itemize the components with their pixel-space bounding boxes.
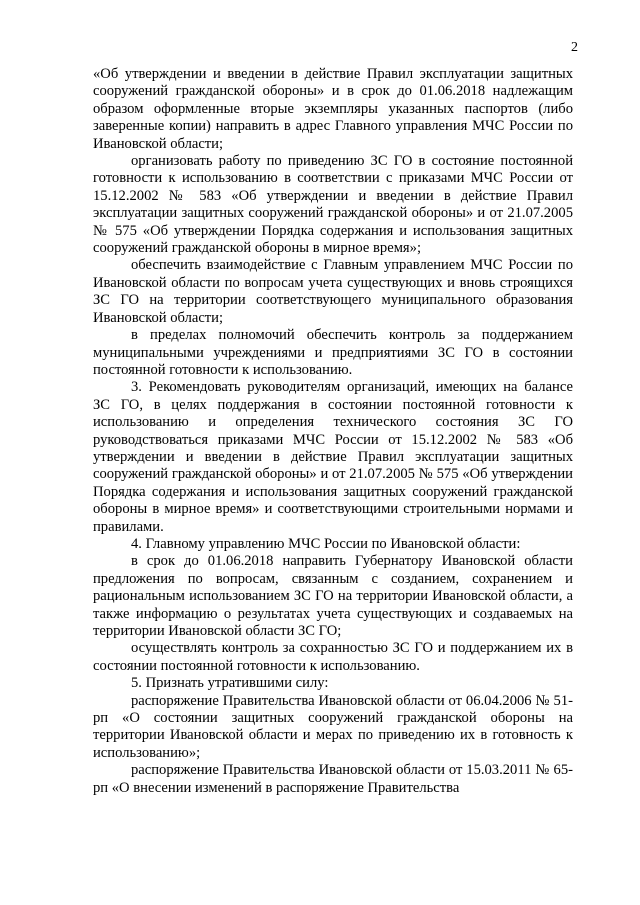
paragraph-ensure-interaction: обеспечить взаимодействие с Главным управлением МЧС России по Ивановской области по вопросам учета существующих и вновь строящихся ЗС ГО на территории соответствующего муниципального образования Ивановской области; bbox=[93, 257, 573, 326]
document-body bbox=[93, 66, 573, 797]
page-number: 2 bbox=[571, 40, 578, 55]
paragraph-send-proposals: в срок до 01.06.2018 направить Губернатору Ивановской области предложения по вопросам, связанным с созданием, сохранением и рациональным использованием ЗС ГО на территории Ивановской области, а также информацию о результатах учета существующих и создаваемых на территории Ивановской области ЗС ГО; bbox=[93, 553, 573, 639]
paragraph-passports-continuation: «Об утверждении и введении в действие Правил эксплуатации защитных сооружений гражданской обороны» и в срок до 01.06.2018 надлежащим образом оформленные вторые экземпляры указанных паспортов (либо заверенные копии) направить в адрес Главного управления МЧС России по Ивановской области; bbox=[93, 66, 573, 152]
paragraph-item-5-heading: 5. Признать утратившими силу: bbox=[131, 675, 329, 692]
paragraph-repeal-order-65: распоряжение Правительства Ивановской области от 15.03.2011 № 65-рп «О внесении изменений в распоряжение Правительства bbox=[93, 762, 573, 796]
paragraph-repeal-order-51: распоряжение Правительства Ивановской области от 06.04.2006 № 51-рп «О состоянии защитных сооружений гражданской обороны на территории Ивановской области и мерах по приведению их в готовность к использованию»; bbox=[93, 692, 573, 761]
paragraph-item-3-recommend: 3. Рекомендовать руководителям организаций, имеющих на балансе ЗС ГО, в целях поддержания в состоянии постоянной готовности к использованию и определения технического состояния ЗС ГО руководствоваться приказами МЧС России от 15.12.2002 № 583 «Об утверждении и введении в действие Правил эксплуатации защитных сооружений гражданской обороны» и от 21.07.2005 № 575 «Об утверждении Порядка содержания и использования защитных сооружений гражданской обороны в мирное время» и соответствующими строительными нормами и правилами. bbox=[93, 379, 573, 535]
paragraph-item-4-heading: 4. Главному управлению МЧС России по Ивановской области: bbox=[131, 535, 521, 552]
paragraph-organize-work: организовать работу по приведению ЗС ГО в состояние постоянной готовности к использованию в соответствии с приказами МЧС России от 15.12.2002 № 583 «Об утверждении и введении в действие Правил эксплуатации защитных сооружений гражданской обороны» и от 21.07.2005 № 575 «Об утверждении Порядка содержания и использования защитных сооружений гражданской обороны в мирное время»; bbox=[93, 153, 573, 257]
paragraph-exercise-control: осуществлять контроль за сохранностью ЗС ГО и поддержанием их в состоянии постоянной готовности к использованию. bbox=[93, 640, 573, 674]
paragraph-municipal-control: в пределах полномочий обеспечить контроль за поддержанием муниципальными учреждениями и предприятиями ЗС ГО в состоянии постоянной готовности к использованию. bbox=[93, 327, 573, 378]
